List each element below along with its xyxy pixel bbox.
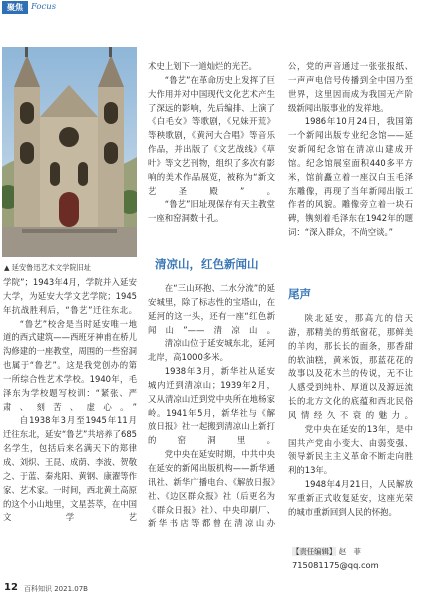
section-tag: 聚焦 [2,1,28,14]
column-3-bottom [288,312,413,520]
paragraph: 1948年4月21日，人民解放军重新正式收复延安，这座光荣的城市重新回到人民的怀抱。 [288,479,413,517]
paragraph: 自1938年3月至1945年11月迁往东北，延安“鲁艺”共培养了685名学生，包括后来名满天下的郑律成、刘炽、王昆、成荫、李波、贺敬之、于蓝、秦兆阳、黄钢、康濯等作家、艺术家。一时间，西北黄土高原的这个小山地里，文星荟萃，在中国文学艺 [3,415,137,523]
paragraph: “鲁艺”旧址现保存有天主教堂一座和窑洞数十孔。 [148,199,275,224]
page-number: 12 [4,582,18,593]
column-2-bottom [148,282,275,531]
paragraph: 在“三山环抱、二水分流”的延安城里，除了标志性的宝塔山，在延河的这一头，还有一座“红色新闻山”——清凉山。 [148,283,275,335]
paragraph: 学院”；1943年4月，学院并入延安大学，为延安大学文艺学院；1945年抗战胜利后，“鲁艺”迁往东北。 [3,277,137,315]
paragraph: “鲁艺”在革命历史上发挥了巨大作用并对中国现代文化艺术产生了深远的影响，先后编排、上演了《白毛女》等歌剧，《兄妹开荒》等秧歌剧，《黄河大合唱》等音乐作品，并出版了《文艺战线》《草叶》等文艺刊物，组织了多次有影响的美术作品展览，被称为“新文艺圣殿”。 [148,74,275,196]
paragraph: 党中央在延安时期，中共中央在延安的新闻出版机构——新华通讯社、新华广播电台、《解放日报》社、《边区群众报》社（后更名为《群众日报》社）、中央印刷厂、新华书店等都曾在清凉山办 [148,449,275,529]
paragraph: 陕北延安，那高亢的信天游，那精美的剪纸窗花，那鲜美的羊肉，那长长的面条，那香甜的软油糕，黄米饭，那蓝花花的故事以及花木兰的传说，无不让人感受到纯朴、厚道以及源远流长的北方文化的底蕴和西北民俗风情经久不衰的魅力。 [288,313,413,420]
editor-name: 赵 菲 [338,547,361,556]
paragraph: 1938年3月，新华社从延安城内迁到清凉山；1939年2月，又从清凉山迁到党中央所在地杨家岭。1941年5月，新华社与《解放日报》社一起搬到清凉山上新打的窑洞里。 [148,366,275,446]
photo-caption: ▲ 延安鲁迅艺术文学院旧址 [4,263,91,272]
paragraph: 党中央在延安的13年，是中国共产党由小变大、由弱变强、领导新民主主义革命不断走向胜利的13年。 [288,423,413,476]
paragraph: 公，党的声音通过一张张报纸、一声声电信号传播到全中国乃至世界，这里因而成为我国无产阶级新闻出版事业的发祥地。 [288,61,413,113]
section-heading-epilogue: 尾声 [288,287,311,301]
paragraph: 术史上划下一道灿烂的光芒。 [148,61,257,71]
paragraph: 清凉山位于延安城东北，延河北岸，高1000多米。 [148,338,275,363]
paragraph: “鲁艺”校舍是当时延安唯一地道的西式建筑——西班牙神甫在桥儿沟修建的一座教堂，周围的一些窑洞也属于“鲁艺”。这是我党创办的第一所综合性艺术学校。1940年，毛泽东为学校题写校训：“紧张、严肃、刻苦、虚心。” [3,318,137,412]
paragraph: 1986年10月24日，我国第一个新闻出版专业纪念馆——延安新闻纪念馆在清凉山建成开馆。纪念馆展室面积440多平方米，馆前矗立着一座汉白玉毛泽东雕像，再现了当年新闻出版工作者的风貌。雕像旁立着一块石碑，镌刻着毛泽东在1942年的题词：“深入群众，不尚空谈。” [288,116,413,238]
editor-credit [292,546,361,557]
column-2-top [148,60,275,226]
section-heading-qingliangshan: 清凉山，红色新闻山 [155,257,259,271]
church-photo [2,47,137,257]
journal-issue: 百科知识 2021.07B [24,585,88,593]
column-3-top [288,60,413,240]
section-label: Focus [31,2,57,12]
editor-email: 715081175@qq.com [292,560,379,570]
editor-label: 【责任编辑】 [292,547,337,556]
column-1 [3,276,137,525]
